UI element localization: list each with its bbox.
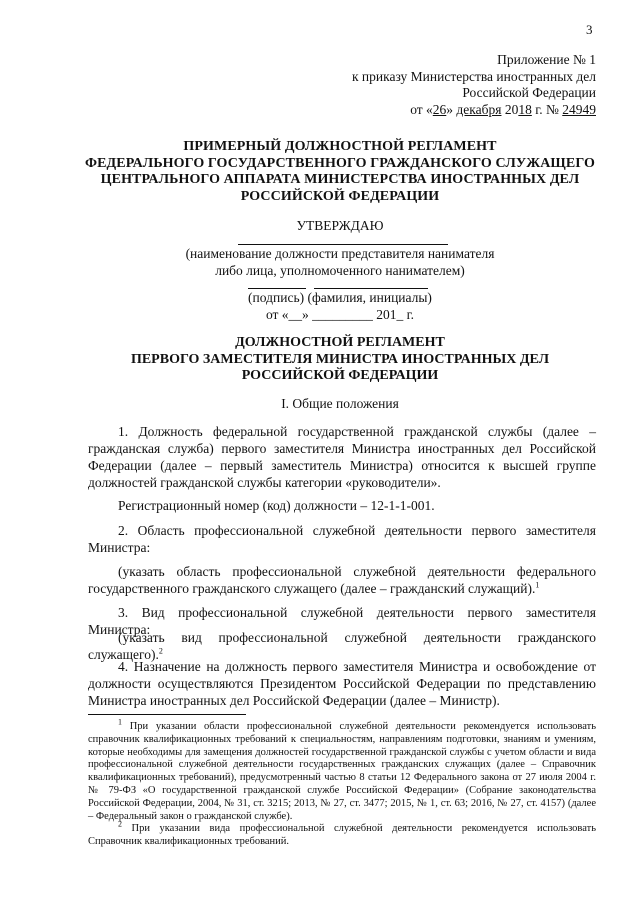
annex-date-mid: » [446, 101, 457, 117]
regulation-title-line-1: ДОЛЖНОСТНОЙ РЕГЛАМЕНТ [235, 335, 445, 350]
footnote-2 [88, 819, 597, 849]
main-title-line-3: ЦЕНТРАЛЬНОГО АППАРАТА МИНИСТЕРСТВА ИНОСТРАННЫХ ДЕЛ [100, 172, 580, 187]
paragraph-2-placeholder-text: (указать область профессиональной служебной деятельности федерального государственного гражданского служащего (далее – гражданский служащий). [88, 564, 596, 596]
annex-day: 26 [432, 101, 447, 117]
footnote-2-text: При указании вида профессиональной служебной деятельности рекомендуется использовать Справочник квалификационных требований. [88, 823, 597, 847]
signature-caption-text: (подпись) (фамилия, инициалы) [248, 290, 432, 305]
regulation-title-line-2: ПЕРВОГО ЗАМЕСТИТЕЛЯ МИНИСТРА ИНОСТРАННЫХ ДЕЛ [130, 351, 550, 367]
main-title-line-2: ФЕДЕРАЛЬНОГО ГОСУДАРСТВЕННОГО ГРАЖДАНСКОГО СЛУЖАЩЕГО [84, 155, 595, 171]
section-heading: I. Общие положения [281, 396, 399, 411]
signature-line [248, 288, 306, 289]
paragraph-4: 4. Назначение на должность первого заместителя Министра и освобождение от должности осуществляются Президентом Российской Федерации по представлению Министра иностранных дел Российской Федерации (далее – Министр). [88, 659, 596, 708]
paragraph-3-placeholder-text: (указать вид профессиональной служебной деятельности гражданского служащего). [88, 630, 596, 662]
paragraph-1: 1. Должность федеральной государственной гражданской службы (далее – гражданская служба) первого заместителя Министра иностранных дел Российской Федерации (далее – первый заместитель Министра) относится к высшей группе должностей гражданской службы категории «руководители». [88, 424, 596, 490]
annex-month: декабря [456, 101, 502, 117]
footnote-1-mark: 1 [118, 717, 122, 727]
main-title-line-1: ПРИМЕРНЫЙ ДОЛЖНОСТНОЙ РЕГЛАМЕНТ [183, 139, 497, 154]
annex-line-3: Российской Федерации [462, 85, 596, 100]
employer-position-line [238, 244, 448, 245]
main-title-line-4: РОССИЙСКОЙ ФЕДЕРАЦИИ [240, 188, 440, 204]
approval-date-line: от «__» _________ 201_ г. [265, 306, 415, 322]
paragraph-3: 3. Вид профессиональной служебной деятельности первого заместителя Министра: [88, 605, 596, 637]
annex-date-suffix: г. № [531, 101, 563, 117]
footnote-1 [88, 717, 597, 823]
paragraph-2-placeholder [88, 563, 596, 597]
annex-date-prefix: от « [410, 101, 433, 117]
employer-caption-line-2: либо лица, уполномоченного нанимателем) [215, 262, 465, 278]
annex-order-number: 24949 [562, 101, 596, 117]
annex-line-2: к приказу Министерства иностранных дел [352, 68, 596, 84]
main-title [80, 139, 600, 205]
paragraph-registration-number: Регистрационный номер (код) должности – 12-1-1-001. [118, 498, 435, 513]
footnote-ref-2: 2 [158, 646, 163, 656]
annex-year: 18 [518, 101, 532, 117]
footnote-2-mark: 2 [118, 819, 122, 829]
footnote-separator [88, 714, 246, 715]
paragraph-2: 2. Область профессиональной служебной деятельности первого заместителя Министра: [88, 523, 596, 555]
name-line [314, 288, 428, 289]
footnote-ref-1: 1 [535, 580, 540, 590]
annex-line-1: Приложение № 1 [497, 52, 596, 67]
page-number: 3 [586, 22, 593, 37]
signature-caption [80, 290, 600, 323]
regulation-title [80, 335, 600, 385]
approval-word: УТВЕРЖДАЮ [296, 218, 384, 233]
regulation-title-line-3: РОССИЙСКОЙ ФЕДЕРАЦИИ [241, 368, 439, 383]
annex-header [306, 52, 596, 118]
employer-caption [80, 246, 600, 279]
annex-year-prefix: 20 [501, 101, 519, 117]
footnote-1-text: При указании области профессиональной служебной деятельности рекомендуется использовать справочник квалификационных требований к специальностям, направлениям подготовки, знаниям и умениям, которые необходимы для замещения должностей государственной гражданской службы с учетом области и вида профессиональной служебной деятельности государственных гражданских служащих (далее – Справочник квалификационных требований), предусмотренный частью 8 статьи 12 Федерального закона от 27 июля 2004 г. № 79-ФЗ «О государственной гражданской службе Российской Федерации» (Собрание законодательства Российской Федерации, 2004, № 31, ст. 3215; 2013, № 27, ст. 3477; 2015, № 1, ст. 63; 2016, № 27, ст. 4157) (далее – Федеральный закон о гражданской службе). [88, 721, 597, 822]
employer-caption-line-1: (наименование должности представителя нанимателя [185, 246, 495, 261]
annex-date-line [306, 102, 596, 119]
